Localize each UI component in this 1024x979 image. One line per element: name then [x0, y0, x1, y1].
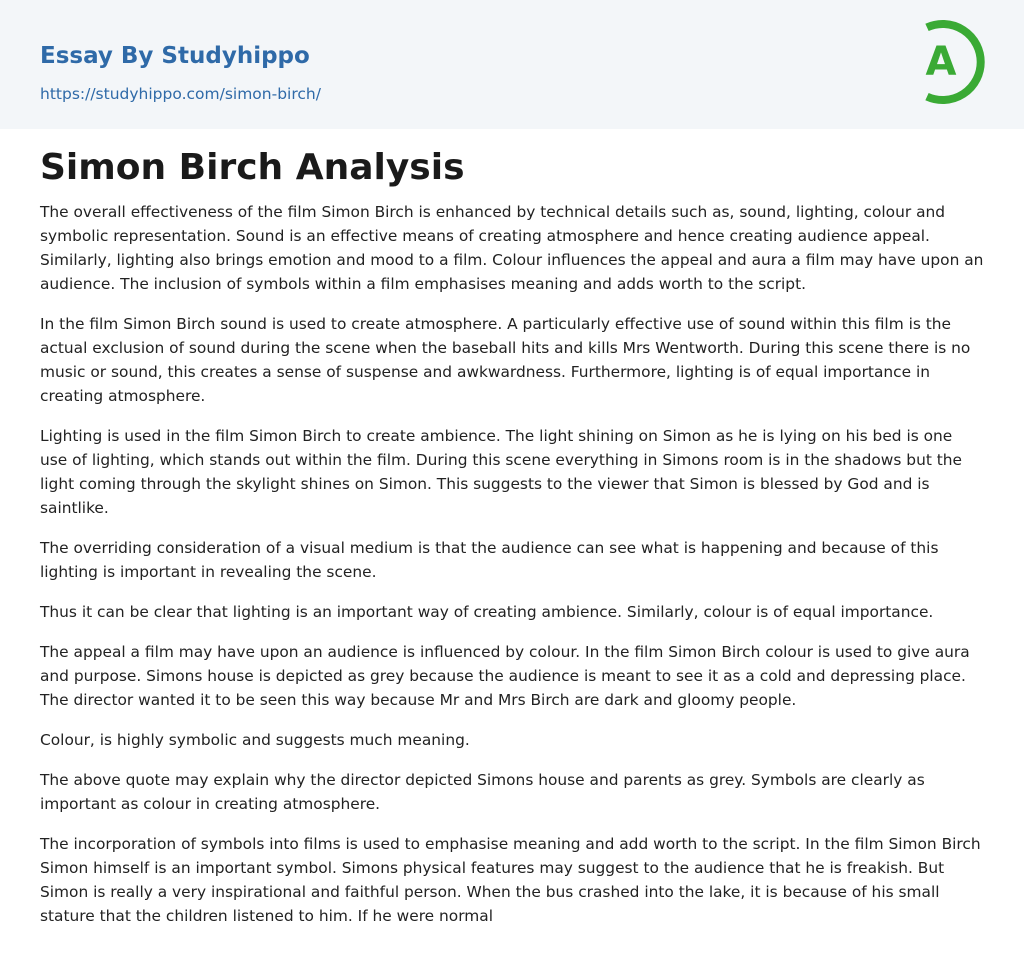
brand-title[interactable]: Essay By Studyhippo: [40, 43, 310, 69]
site-header: [0, 0, 1024, 129]
essay-paragraph: The overriding consideration of a visual medium is that the audience can see what is happening and because of this lighting is important in revealing the scene.: [40, 539, 939, 581]
studyhippo-logo-icon[interactable]: [905, 18, 989, 106]
essay-paragraph: Thus it can be clear that lighting is an important way of creating ambience. Similarly, colour is of equal importance.: [40, 603, 934, 621]
essay-paragraph: The overall effectiveness of the film Simon Birch is enhanced by technical details such as, sound, lighting, colour and symbolic representation. Sound is an effective means of creating atmosphere and hence creating audience appeal. Similarly, lighting also brings emotion and mood to a film. Colour influences the appeal and aura a film may have upon an audience. The inclusion of symbols within a film emphasises meaning and adds worth to the script.: [40, 203, 984, 293]
essay-paragraph: Colour, is highly symbolic and suggests much meaning.: [40, 731, 470, 749]
essay-paragraph: Lighting is used in the film Simon Birch to create ambience. The light shining on Simon as he is lying on his bed is one use of lighting, which stands out within the film. During this scene everything in Simons room is in the shadows but the light coming through the skylight shines on Simon. This suggests to the viewer that Simon is blessed by God and is saintlike.: [40, 427, 963, 517]
essay-paragraph: The appeal a film may have upon an audience is influenced by colour. In the film Simon Birch colour is used to give aura and purpose. Simons house is depicted as grey because the audience is meant to see it as a cold and depressing place. The director wanted it to be seen this way because Mr and Mrs Birch are dark and gloomy people.: [40, 643, 970, 709]
essay-paragraph: In the film Simon Birch sound is used to create atmosphere. A particularly effective use of sound within this film is the actual exclusion of sound during the scene when the baseball hits and kills Mrs Wentworth. During this scene there is no music or sound, this creates a sense of suspense and awkwardness. Furthermore, lighting is of equal importance in creating atmosphere.: [40, 315, 971, 405]
essay-paragraph: The incorporation of symbols into films is used to emphasise meaning and add worth to the script. In the film Simon Birch Simon himself is an important symbol. Simons physical features may suggest to the audience that he is freakish. But Simon is really a very inspirational and faithful person. When the bus crashed into the lake, it is because of his small stature that the children listened to him. If he were normal: [40, 835, 981, 925]
page-title: Simon Birch Analysis: [40, 147, 465, 188]
essay-paragraph: The above quote may explain why the director depicted Simons house and parents as grey. Symbols are clearly as important as colour in creating atmosphere.: [40, 771, 925, 813]
logo-letter: A: [925, 39, 957, 85]
essay-url-link[interactable]: https://studyhippo.com/simon-birch/: [40, 85, 321, 103]
essay-article: [40, 142, 984, 944]
